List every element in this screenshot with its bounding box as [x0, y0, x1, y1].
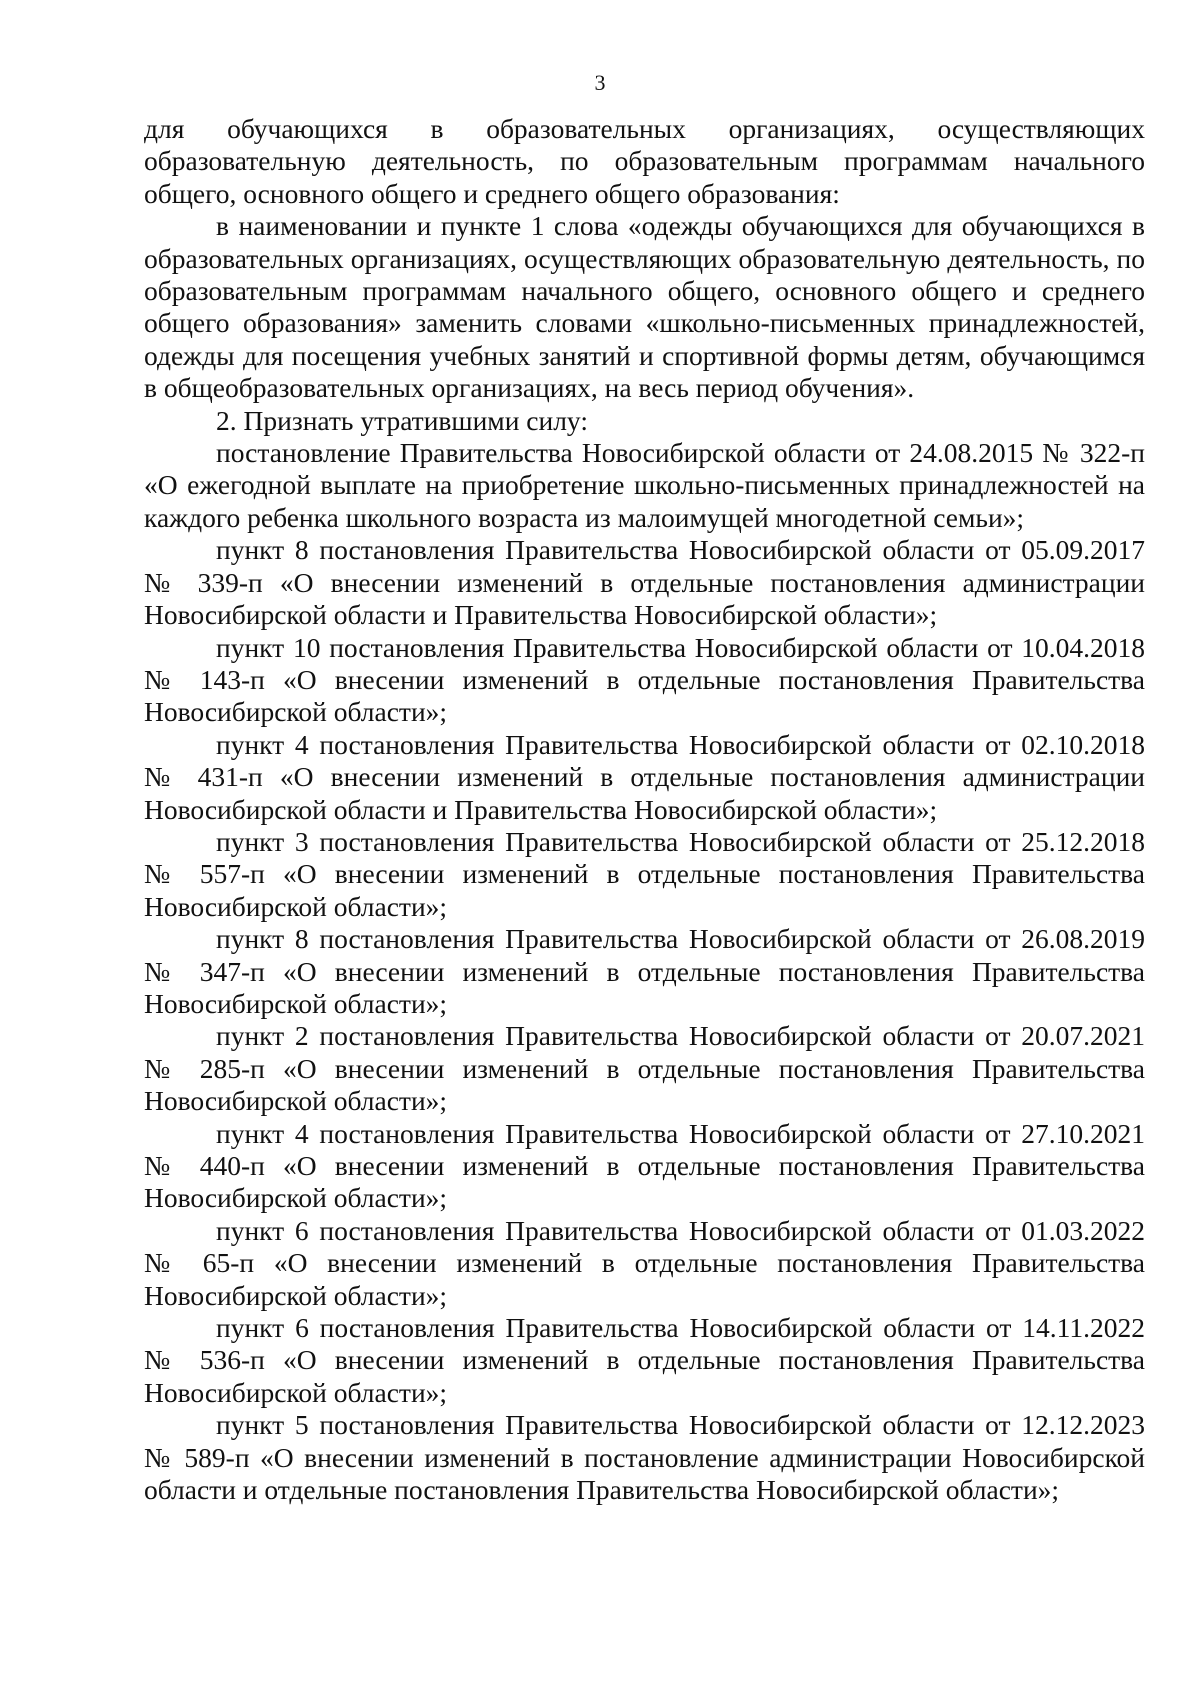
repealed-act-list-item: пункт 6 постановления Правительства Новосибирской области от 01.03.2022 № 65-п «О внесении изменений в отдельные постановления Правительства Новосибирской области»;	[144, 1214, 1145, 1311]
repealed-act-list-item: пункт 4 постановления Правительства Новосибирской области от 02.10.2018 № 431-п «О внесении изменений в отдельные постановления администрации Новосибирской области и Правительства Новосибирской области»;	[144, 728, 1145, 825]
repealed-act-list-item: пункт 2 постановления Правительства Новосибирской области от 20.07.2021 № 285-п «О внесении изменений в отдельные постановления Правительства Новосибирской области»;	[144, 1020, 1145, 1117]
repealed-act-list-item: пункт 4 постановления Правительства Новосибирской области от 27.10.2021 № 440-п «О внесении изменений в отдельные постановления Правительства Новосибирской области»;	[144, 1117, 1145, 1214]
repealed-act-list-item: пункт 8 постановления Правительства Новосибирской области от 05.09.2017 № 339-п «О внесении изменений в отдельные постановления администрации Новосибирской области и Правительства Новосибирской области»;	[144, 534, 1145, 631]
repealed-act-list-item: постановление Правительства Новосибирской области от 24.08.2015 № 322-п «О ежегодной выплате на приобретение школьно-письменных принадлежностей на каждого ребенка школьного возраста из малоимущей многодетной семьи»;	[144, 437, 1145, 533]
repealed-act-list-item: пункт 5 постановления Правительства Новосибирской области от 12.12.2023 № 589-п «О внесении изменений в постановление администрации Новосибирской области и отдельные постановления Правительства Новосибирской области»;	[144, 1409, 1145, 1506]
repealed-act-list-item: пункт 6 постановления Правительства Новосибирской области от 14.11.2022 № 536-п «О внесении изменений в отдельные постановления Правительства Новосибирской области»;	[144, 1312, 1145, 1408]
page-number: 3	[594, 70, 606, 95]
document-body	[144, 113, 1145, 1506]
paragraph-item-2-heading: 2. Признать утратившими силу:	[216, 404, 588, 436]
repealed-act-list-item: пункт 10 постановления Правительства Новосибирской области от 10.04.2018 № 143-п «О внесении изменений в отдельные постановления Правительства Новосибирской области»;	[144, 631, 1145, 728]
paragraph-amendment: в наименовании и пункте 1 слова «одежды обучающихся для обучающихся в образовательных организациях, осуществляющих образовательную деятельность, по образовательным программам начального общего, основного общего и среднего общего образования» заменить словами «школьно-письменных принадлежностей, одежды для посещения учебных занятий и спортивной формы детям, обучающимся в общеобразовательных организациях, на весь период обучения».	[144, 210, 1145, 404]
paragraph-continuation: для обучающихся в образовательных организациях, осуществляющих образовательную деятельность, по образовательным программам начального общего, основного общего и среднего общего образования:	[144, 113, 1145, 209]
repealed-act-list-item: пункт 3 постановления Правительства Новосибирской области от 25.12.2018 № 557-п «О внесении изменений в отдельные постановления Правительства Новосибирской области»;	[144, 825, 1145, 922]
repealed-act-list-item: пункт 8 постановления Правительства Новосибирской области от 26.08.2019 № 347-п «О внесении изменений в отдельные постановления Правительства Новосибирской области»;	[144, 923, 1145, 1019]
